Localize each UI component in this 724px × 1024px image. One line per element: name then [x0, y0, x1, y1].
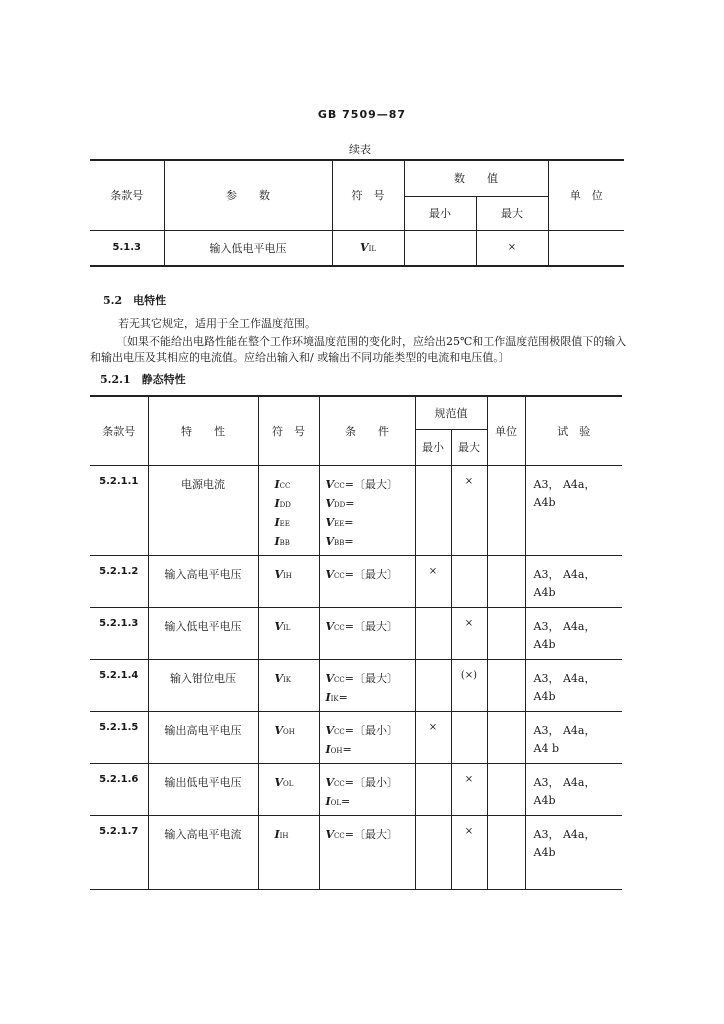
t2-cell-test: A3， A4a， A4b — [525, 607, 622, 659]
section-title: 5.2 电特性 — [103, 294, 167, 307]
t1-header-min: 最小 — [404, 196, 476, 230]
t2-cell-max — [451, 711, 487, 763]
t2-cell-char: 电源电流 — [148, 465, 258, 555]
t2-header-spec: 规范值 — [415, 396, 487, 429]
t2-cell-char: 输出高电平电压 — [148, 711, 258, 763]
t2-header-unit: 单位 — [487, 396, 525, 465]
t2-header-min: 最小 — [415, 429, 451, 465]
table-row — [90, 659, 622, 711]
subsection-title: 5.2.1 静态特性 — [100, 373, 186, 386]
t2-cell-char: 输入高电平电流 — [148, 815, 258, 889]
table-row — [90, 815, 622, 889]
paragraph-scope: 若无其它规定，适用于全工作温度范围。 — [118, 317, 316, 330]
t2-header-cond: 条 件 — [319, 396, 415, 465]
t2-cell-min: × — [415, 711, 451, 763]
static-characteristics-table — [90, 395, 622, 890]
t2-cell-max: (×) — [451, 659, 487, 711]
t2-cell-clause: 5.2.1.7 — [90, 815, 148, 889]
t2-cell-unit — [487, 465, 525, 555]
t2-cell-max — [451, 555, 487, 607]
t2-cell-symbol: VIK — [258, 659, 319, 711]
table-row — [90, 230, 624, 266]
t2-cell-unit — [487, 763, 525, 815]
table-row — [90, 465, 622, 555]
t2-cell-unit — [487, 555, 525, 607]
t2-cell-unit — [487, 607, 525, 659]
t2-cell-cond: VCC=〔最小〕 IOH= — [319, 711, 415, 763]
t2-cell-cond: VCC=〔最大〕 — [319, 607, 415, 659]
t2-cell-clause: 5.2.1.5 — [90, 711, 148, 763]
t1-header-symbol: 符 号 — [332, 160, 404, 230]
t2-cell-symbol: ICC IDD IEE IBB — [258, 465, 319, 555]
t2-cell-test: A3， A4a， A4b — [525, 815, 622, 889]
t2-cell-test: A3， A4a， A4b — [525, 659, 622, 711]
t2-cell-max: × — [451, 763, 487, 815]
t2-cell-clause: 5.2.1.3 — [90, 607, 148, 659]
t1-cell-param: 输入低电平电压 — [164, 230, 332, 266]
continued-caption: 续表 — [349, 143, 371, 156]
t1-header-max: 最大 — [476, 196, 548, 230]
t2-cell-min — [415, 763, 451, 815]
t2-cell-min — [415, 659, 451, 711]
t2-cell-test: A3， A4a， A4b — [525, 555, 622, 607]
t2-header-max: 最大 — [451, 429, 487, 465]
continued-table — [90, 159, 624, 267]
t2-cell-cond: VCC=〔最大〕 IIK= — [319, 659, 415, 711]
t2-cell-symbol: IIH — [258, 815, 319, 889]
t1-cell-max: × — [476, 230, 548, 266]
t2-cell-char: 输入钳位电压 — [148, 659, 258, 711]
t2-cell-max: × — [451, 607, 487, 659]
t2-header-clause: 条款号 — [90, 396, 148, 465]
t1-cell-unit — [548, 230, 624, 266]
table-row — [90, 711, 622, 763]
t2-cell-clause: 5.2.1.2 — [90, 555, 148, 607]
t2-header-symbol: 符 号 — [258, 396, 319, 465]
t2-cell-symbol: VOL — [258, 763, 319, 815]
t2-cell-unit — [487, 815, 525, 889]
t1-cell-clause: 5.1.3 — [90, 230, 164, 266]
t2-cell-test: A3， A4a， A4b — [525, 465, 622, 555]
t2-cell-max: × — [451, 465, 487, 555]
t2-cell-cond: VCC=〔最大〕 — [319, 815, 415, 889]
t2-cell-char: 输入高电平电压 — [148, 555, 258, 607]
t2-cell-symbol: VOH — [258, 711, 319, 763]
t2-cell-cond: VCC=〔最小〕 IOL= — [319, 763, 415, 815]
t2-cell-unit — [487, 659, 525, 711]
t2-cell-min — [415, 815, 451, 889]
t2-cell-char: 输出低电平电压 — [148, 763, 258, 815]
t2-cell-min — [415, 465, 451, 555]
t2-cell-clause: 5.2.1.6 — [90, 763, 148, 815]
t2-cell-test: A3， A4a， A4b — [525, 763, 622, 815]
t2-cell-min: × — [415, 555, 451, 607]
t1-header-unit: 单 位 — [548, 160, 624, 230]
t1-cell-symbol: VIL — [332, 230, 404, 266]
t2-cell-cond: VCC=〔最大〕 — [319, 555, 415, 607]
t2-cell-symbol: VIH — [258, 555, 319, 607]
t1-header-param: 参 数 — [164, 160, 332, 230]
page-header: GB 7509—87 — [317, 108, 407, 121]
paragraph-note: 〔如果不能给出电路性能在整个工作环境温度范围的变化时，应给出25℃和工作温度范围极限值下的输入和输出电压及其相应的电流值。应给出输入和/ 或输出不同功能类型的电流和电压值。〕 — [90, 335, 627, 364]
t1-header-clause: 条款号 — [90, 160, 164, 230]
t2-cell-min — [415, 607, 451, 659]
t2-cell-max: × — [451, 815, 487, 889]
table-row — [90, 763, 622, 815]
t2-cell-symbol: VIL — [258, 607, 319, 659]
t2-cell-unit — [487, 711, 525, 763]
t2-cell-test: A3， A4a， A4 b — [525, 711, 622, 763]
t2-cell-char: 输入低电平电压 — [148, 607, 258, 659]
table-row — [90, 607, 622, 659]
t2-cell-clause: 5.2.1.1 — [90, 465, 148, 555]
table-row — [90, 555, 622, 607]
t2-header-test: 试 验 — [525, 396, 622, 465]
t2-cell-clause: 5.2.1.4 — [90, 659, 148, 711]
t2-cell-cond: VCC=〔最大〕 VDD= VEE= VBB= — [319, 465, 415, 555]
t2-header-char: 特 性 — [148, 396, 258, 465]
t1-header-value: 数 值 — [404, 160, 548, 196]
t1-cell-min — [404, 230, 476, 266]
